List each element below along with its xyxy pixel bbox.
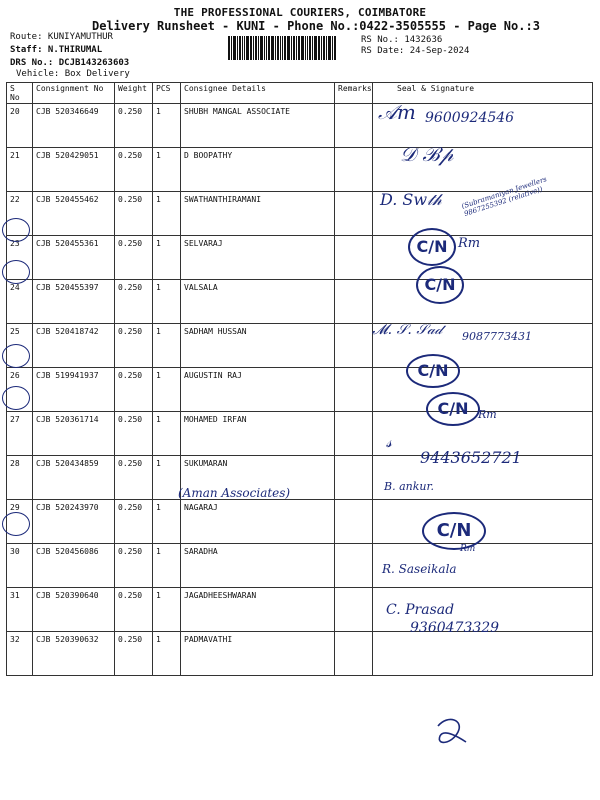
col-consignee: Consignee Details — [181, 83, 335, 104]
row-consignment: CJB 520455462 — [33, 192, 115, 236]
row-remarks — [335, 324, 373, 368]
row-pcs: 1 — [153, 368, 181, 412]
row-remarks — [335, 632, 373, 676]
row-pcs: 1 — [153, 632, 181, 676]
row-remarks — [335, 456, 373, 500]
row-consignment: CJB 520434859 — [33, 456, 115, 500]
row-sno: 27 — [7, 412, 33, 456]
row-pcs: 1 — [153, 104, 181, 148]
row-consignee: NAGARAJ — [181, 500, 335, 544]
row-consignee: SUKUMARAN — [181, 456, 335, 500]
barcode — [228, 36, 354, 60]
row-sno: 21 — [7, 148, 33, 192]
cn-stamp-23: C/N — [408, 228, 456, 266]
row-weight: 0.250 — [115, 324, 153, 368]
row-pcs: 1 — [153, 236, 181, 280]
table-row — [7, 236, 593, 280]
row-weight: 0.250 — [115, 544, 153, 588]
table-row — [7, 500, 593, 544]
phone-handwritten-32: 9360473329 — [410, 620, 500, 636]
row-signature — [373, 632, 593, 676]
row-sno: 24 — [7, 280, 33, 324]
row-pcs: 1 — [153, 588, 181, 632]
row-consignee: JAGADHEESHWARAN — [181, 588, 335, 632]
row-weight: 0.250 — [115, 368, 153, 412]
runsheet-table — [6, 82, 593, 676]
row-remarks — [335, 192, 373, 236]
row-sno: 22 — [7, 192, 33, 236]
note-handwritten-22: (Subramaniyan Jewellers 9867255392 (relative)) — [460, 175, 548, 219]
cn-stamp-27: C/N — [426, 392, 480, 426]
signature-mark-20: 𝒜m — [378, 100, 416, 124]
route-label: Route: KUNIYAMUTHUR — [10, 32, 113, 42]
row-consignee: VALSALA — [181, 280, 335, 324]
table-row — [7, 544, 593, 588]
col-pcs: PCS — [153, 83, 181, 104]
signature-mark-21: 𝒟 ℬ𝓅 — [400, 142, 454, 166]
signature-handwritten-31: R. Saseikala — [382, 562, 457, 576]
row-weight: 0.250 — [115, 412, 153, 456]
row-remarks — [335, 236, 373, 280]
row-sno: 26 — [7, 368, 33, 412]
table-row — [7, 368, 593, 412]
row-signature — [373, 236, 593, 280]
company-title: THE PROFESSIONAL COURIERS, COIMBATORE — [173, 6, 427, 19]
row-consignment: CJB 520390640 — [33, 588, 115, 632]
signature-mark-30: Rm — [460, 544, 476, 554]
col-consignment: Consignment No — [33, 83, 115, 104]
note-handwritten-29: (Aman Associates) — [178, 486, 291, 500]
table-row — [7, 588, 593, 632]
row-pcs: 1 — [153, 456, 181, 500]
row-pcs: 1 — [153, 192, 181, 236]
row-weight: 0.250 — [115, 500, 153, 544]
row-weight: 0.250 — [115, 236, 153, 280]
row-consignee: SHUBH MANGAL ASSOCIATE — [181, 104, 335, 148]
phone-handwritten-25: 9087773431 — [462, 330, 532, 343]
cn-stamp-30: C/N — [422, 512, 486, 550]
row-consignment: CJB 519941937 — [33, 368, 115, 412]
cn-stamp-26: C/N — [406, 354, 460, 388]
col-signature: Seal & Signature — [373, 83, 593, 104]
row-sno: 32 — [7, 632, 33, 676]
staff-label: Staff: N.THIRUMAL — [10, 45, 103, 55]
row-consignment: CJB 520243970 — [33, 500, 115, 544]
row-weight: 0.250 — [115, 280, 153, 324]
row-consignee: SELVARAJ — [181, 236, 335, 280]
row-pcs: 1 — [153, 412, 181, 456]
row-remarks — [335, 500, 373, 544]
signature-mark-22: D. Sw𝓉𝒽 — [380, 190, 442, 209]
row-consignee: SADHAM HUSSAN — [181, 324, 335, 368]
signature-handwritten-29: B. ankur. — [384, 480, 435, 493]
phone-handwritten-20: 9600924546 — [425, 110, 515, 126]
table-row — [7, 632, 593, 676]
row-consignment: CJB 520455397 — [33, 280, 115, 324]
row-remarks — [335, 280, 373, 324]
signature-handwritten-32: C. Prasad — [386, 602, 455, 618]
row-weight: 0.250 — [115, 456, 153, 500]
sno-circle-24 — [2, 260, 30, 284]
signature-mark-27: Rm — [478, 408, 497, 421]
cn-stamp-24: C/N — [416, 266, 464, 304]
table-row — [7, 280, 593, 324]
row-signature — [373, 280, 593, 324]
row-sno: 31 — [7, 588, 33, 632]
col-remarks: Remarks — [335, 83, 373, 104]
row-consignee: SARADHA — [181, 544, 335, 588]
row-consignee: D BOOPATHY — [181, 148, 335, 192]
row-consignment: CJB 520418742 — [33, 324, 115, 368]
row-remarks — [335, 104, 373, 148]
col-weight: Weight — [115, 83, 153, 104]
col-sno: S No — [7, 83, 33, 104]
row-weight: 0.250 — [115, 104, 153, 148]
row-weight: 0.250 — [115, 588, 153, 632]
drs-label: DRS No.: DCJB143263603 — [10, 58, 130, 68]
row-consignee: PADMAVATHI — [181, 632, 335, 676]
vehicle-label: Vehicle: Box Delivery — [16, 69, 130, 79]
row-sno: 30 — [7, 544, 33, 588]
sno-circle-30 — [2, 512, 30, 536]
row-remarks — [335, 544, 373, 588]
runsheet-subtitle: Delivery Runsheet - KUNI - Phone No.:0422-3505555 - Page No.:3 — [92, 19, 540, 33]
sno-circle-23 — [2, 218, 30, 242]
row-sno: 23 — [7, 236, 33, 280]
signature-mark-28: 𝓈 — [386, 432, 392, 451]
signature-mark-23: Rm — [458, 236, 481, 251]
row-consignee: SWATHANTHIRAMANI — [181, 192, 335, 236]
sno-circle-27 — [2, 386, 30, 410]
row-consignment: CJB 520361714 — [33, 412, 115, 456]
row-consignment: CJB 520455361 — [33, 236, 115, 280]
table-header-row — [7, 83, 593, 104]
phone-handwritten-28: 9443652721 — [420, 448, 522, 467]
row-sno: 28 — [7, 456, 33, 500]
sno-circle-26 — [2, 344, 30, 368]
signature-mark-25: 𝓜. 𝒮. 𝒮𝒶𝒹 — [372, 322, 442, 338]
row-sno: 20 — [7, 104, 33, 148]
row-remarks — [335, 588, 373, 632]
row-consignment: CJB 520346649 — [33, 104, 115, 148]
row-consignment: CJB 520429051 — [33, 148, 115, 192]
row-remarks — [335, 368, 373, 412]
row-pcs: 1 — [153, 324, 181, 368]
row-remarks — [335, 412, 373, 456]
row-remarks — [335, 148, 373, 192]
row-weight: 0.250 — [115, 148, 153, 192]
row-pcs: 1 — [153, 148, 181, 192]
row-weight: 0.250 — [115, 632, 153, 676]
row-sno: 29 — [7, 500, 33, 544]
row-consignee: AUGUSTIN RAJ — [181, 368, 335, 412]
row-pcs: 1 — [153, 280, 181, 324]
row-consignment: CJB 520390632 — [33, 632, 115, 676]
row-weight: 0.250 — [115, 192, 153, 236]
table-row — [7, 148, 593, 192]
row-consignee: MOHAMED IRFAN — [181, 412, 335, 456]
row-consignment: CJB 520456086 — [33, 544, 115, 588]
row-sno: 25 — [7, 324, 33, 368]
rs-number: RS No.: 1432636 — [361, 35, 443, 45]
row-pcs: 1 — [153, 544, 181, 588]
initials-scribble — [430, 712, 474, 752]
row-pcs: 1 — [153, 500, 181, 544]
rs-date: RS Date: 24-Sep-2024 — [361, 46, 470, 56]
